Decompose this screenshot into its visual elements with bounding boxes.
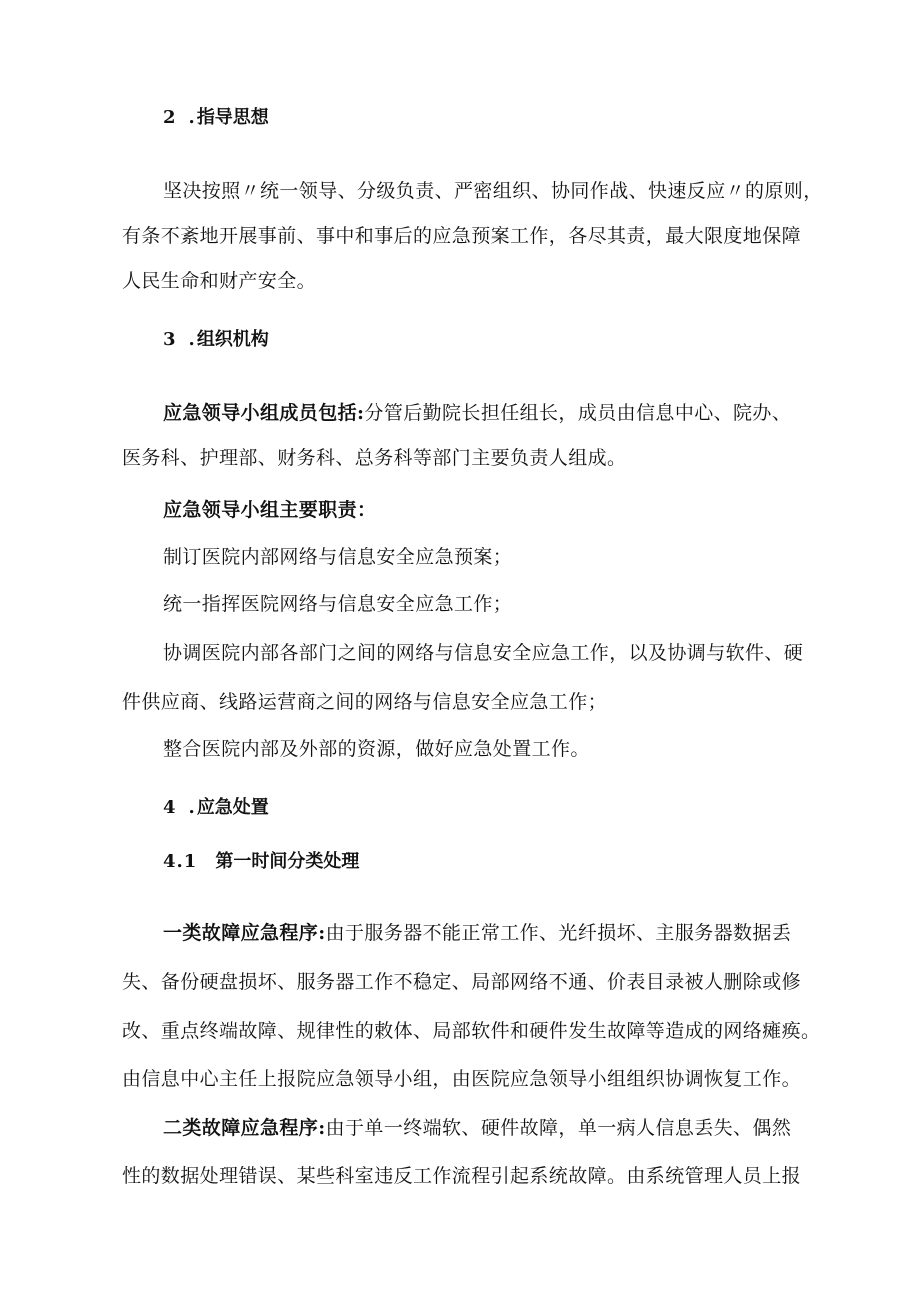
duty-item-continued: 件供应商、线路运营商之间的网络与信息安全应急工作； [122, 691, 608, 713]
members-lead: 应急领导小组成员包括: [163, 402, 365, 424]
section-2-heading: 2 . 指导思想 [163, 107, 269, 128]
subsection-number: 4.1 [163, 851, 198, 872]
members-text: 分管后勤院长担任组长，成员由信息中心、院办、 [364, 402, 792, 424]
paragraph-line: 改、重点终端故障、规律性的敕体、局部软件和硬件发生故障等造成的网络瘫痪。 [122, 1020, 821, 1042]
class2-lead: 二类故障应急程序: [163, 1117, 326, 1139]
section-title: 组织机构 [196, 329, 269, 350]
class1-text: 由于服务器不能正常工作、光纤损坏、主服务器数据丢 [325, 922, 792, 944]
paragraph-line: 有条不紊地开展事前、事中和事后的应急预案工作，各尽其责，最大限度地保障 [122, 225, 802, 247]
duty-item: 统一指挥医院网络与信息安全应急工作； [163, 593, 513, 615]
paragraph-line: 由信息中心主任上报院应急领导小组，由医院应急领导小组组织协调恢复工作。 [122, 1068, 802, 1090]
section-number: 3 [163, 329, 177, 350]
duty-item: 制订医院内部网络与信息安全应急预案； [163, 546, 513, 568]
duty-item: 协调医院内部各部门之间的网络与信息安全应急工作，以及协调与软件、硬 [163, 642, 804, 664]
section-number: 2 [163, 107, 177, 128]
section-number: 4 [163, 797, 177, 818]
class2-paragraph [163, 1113, 791, 1140]
section-3-heading: 3 . 组织机构 [163, 329, 269, 350]
subsection-4-1-heading [163, 847, 359, 873]
members-paragraph [163, 398, 791, 425]
section-4-heading: 4 . 应急处置 [163, 797, 269, 818]
paragraph-line: 失、备份硬盘损坏、服务器工作不稳定、局部网络不通、价表目录被人删除或修 [122, 971, 802, 993]
duty-item: 整合医院内部及外部的资源，做好应急处置工作。 [163, 738, 590, 760]
class1-paragraph [163, 918, 791, 945]
paragraph-line: 人民生命和财产安全。 [122, 270, 317, 292]
paragraph-line: 坚决按照〃统一领导、分级负责、严密组织、协同作战、快速反应〃的原则， [163, 180, 823, 202]
section-title: 指导思想 [196, 107, 269, 128]
class2-text: 由于单一终端软、硬件故障，单一病人信息丢失、偶然 [325, 1117, 792, 1139]
section-title: 应急处置 [196, 797, 269, 818]
paragraph-line: 性的数据处理错误、某些科室违反工作流程引起系统故障。由系统管理人员上报 [122, 1165, 802, 1187]
subsection-title: 第一时间分类处理 [215, 851, 360, 872]
paragraph-line: 医务科、护理部、财务科、总务科等部门主要负责人组成。 [122, 447, 627, 469]
class1-lead: 一类故障应急程序: [163, 922, 326, 944]
duties-heading: 应急领导小组主要职责： [163, 499, 377, 521]
